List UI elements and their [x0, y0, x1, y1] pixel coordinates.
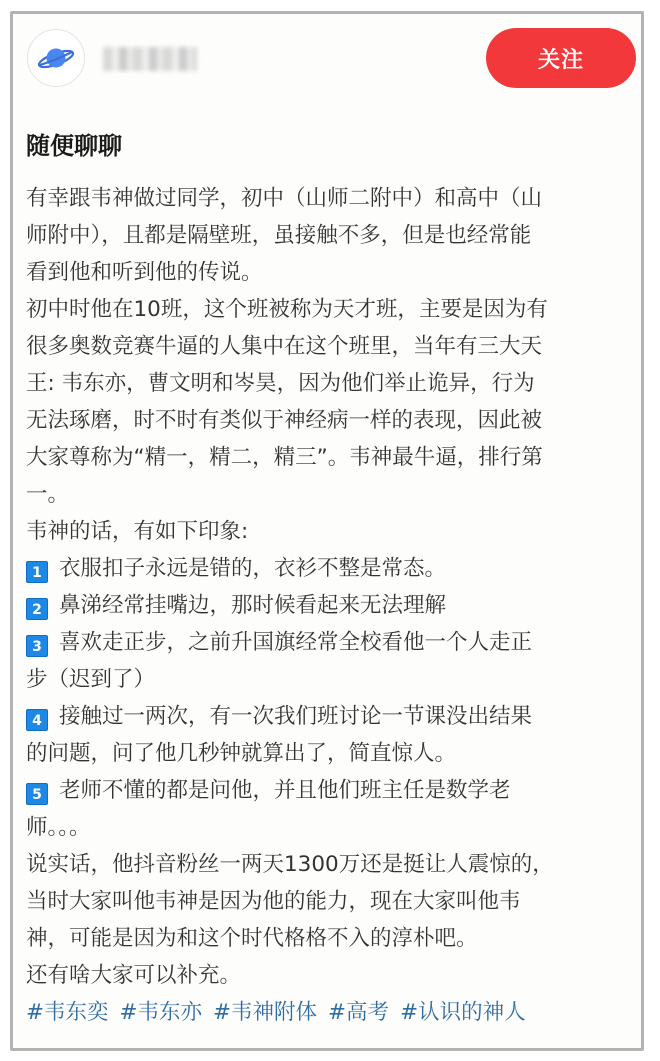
number-badge: 3: [26, 635, 48, 657]
number-badge: 1: [26, 561, 48, 583]
list-item: [26, 698, 638, 735]
body-line: 神，可能是因为和这个时代格格不入的淳朴吧。: [26, 926, 478, 951]
body-line: 一。: [26, 482, 70, 507]
body-line: 师附中），且都是隔壁班，虽接触不多，但是也经常能: [26, 223, 532, 248]
body-line: 很多奥数竞赛牛逼的人集中在这个班里，当年有三大天: [26, 334, 543, 359]
list-item-continuation: 的问题，问了他几秒钟就算出了，简直惊人。: [26, 741, 457, 766]
list-item: [26, 772, 638, 809]
body-line: 大家尊称为“精一，精二，精三”。韦神最牛逼，排行第: [26, 445, 543, 470]
planet-icon: [36, 38, 76, 78]
body-line: 当时大家叫他韦神是因为他的能力，现在大家叫他韦: [26, 889, 521, 914]
hashtag-link[interactable]: #认识的神人: [400, 1000, 526, 1025]
number-badge: 2: [26, 598, 48, 620]
list-item-text: 老师不懂的都是问他，并且他们班主任是数学老: [59, 778, 511, 803]
list-item-text: 衣服扣子永远是错的，衣衫不整是常态。: [59, 556, 447, 581]
body-line: 看到他和听到他的传说。: [26, 260, 263, 285]
body-line: 王: 韦东亦，曹文明和岑昊，因为他们举止诡异，行为: [26, 371, 535, 396]
hashtag-link[interactable]: #韦神附体: [213, 1000, 318, 1025]
post-card: [10, 11, 644, 1051]
list-item-text: 喜欢走正步，之前升国旗经常全校看他一个人走正: [59, 630, 533, 655]
post-title: 随便聊聊: [26, 132, 122, 160]
list-item-text: 鼻涕经常挂嘴边，那时候看起来无法理解: [59, 593, 447, 618]
list-item-continuation: 步（迟到了）: [26, 667, 156, 692]
list-item-text: 接触过一两次，有一次我们班讨论一节课没出结果: [59, 704, 533, 729]
post-body: [26, 180, 638, 1031]
body-line: 说实话，他抖音粉丝一两天1300万还是挺让人震惊的，: [26, 852, 554, 877]
number-badge: 4: [26, 709, 48, 731]
hashtag-link[interactable]: #高考: [328, 1000, 390, 1025]
body-line: 韦神的话，有如下印象:: [26, 519, 249, 544]
avatar[interactable]: [27, 29, 85, 87]
list-item: [26, 624, 638, 661]
list-item: [26, 550, 638, 587]
follow-button[interactable]: 关注: [486, 28, 636, 88]
post-header: [13, 14, 641, 110]
body-line: 初中时他在10班，这个班被称为天才班，主要是因为有: [26, 297, 548, 322]
body-line: 无法琢磨，时不时有类似于神经病一样的表现，因此被: [26, 408, 543, 433]
list-item-continuation: 师。。。: [26, 815, 91, 840]
username-redacted: [103, 47, 197, 71]
number-badge: 5: [26, 783, 48, 805]
hashtag-link[interactable]: #韦东奕: [26, 1000, 109, 1025]
list-item: [26, 587, 638, 624]
hashtag-link[interactable]: #韦东亦: [119, 1000, 203, 1025]
hashtag-row: [26, 994, 638, 1031]
body-line: 还有啥大家可以补充。: [26, 963, 242, 988]
body-line: 有幸跟韦神做过同学，初中（山师二附中）和高中（山: [26, 186, 543, 211]
